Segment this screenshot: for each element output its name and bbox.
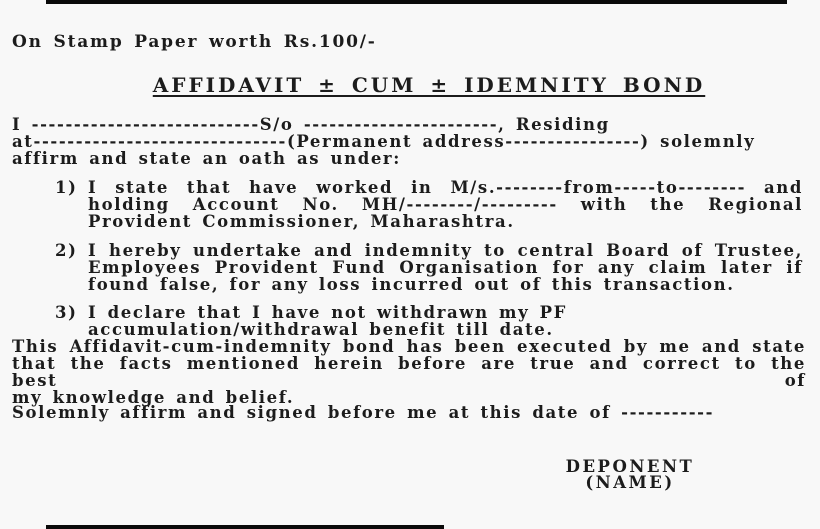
document-title: AFFIDAVIT ± CUM ± IDEMNITY BOND <box>152 73 706 97</box>
clause-item-2 <box>55 242 803 293</box>
clause-line: found false, for any loss incurred out of this transaction. <box>88 275 735 294</box>
execution-line: my knowledge and belief. <box>12 388 295 407</box>
attestation-line: Solemnly affirm and signed before me at this date of ----------- <box>12 403 715 422</box>
intro-line: I ---------------------------S/o -----------------------, Residing <box>12 115 610 134</box>
clause-text <box>88 304 803 338</box>
clause-line: accumulation/withdrawal benefit till date. <box>88 320 554 339</box>
deponent-label: DEPONENT <box>565 457 695 476</box>
signature-block <box>540 459 720 491</box>
clause-line: Provident Commissioner, Maharashtra. <box>88 212 515 231</box>
intro-line: affirm and state an oath as under: <box>12 149 401 168</box>
intro-paragraph <box>12 116 806 167</box>
clause-line: holding Account No. MH/--------/--------- with the Regional <box>88 195 803 214</box>
execution-paragraph <box>12 338 806 406</box>
clause-number: 3) <box>55 303 78 322</box>
deponent-name-label: (NAME) <box>585 473 675 492</box>
clause-number: 2) <box>55 241 78 260</box>
clause-text <box>88 179 803 230</box>
intro-line: at------------------------------(Permanent address----------------) solemnly <box>12 132 756 151</box>
execution-line: This Affidavit-cum-indemnity bond has been executed by me and state <box>12 337 806 356</box>
clause-item-1 <box>55 179 803 230</box>
clause-line: I state that have worked in M/s.--------from-----to-------- and <box>88 178 803 197</box>
execution-line: that the facts mentioned herein before are true and correct to the best of <box>12 354 806 390</box>
scan-border-bottom <box>46 525 444 529</box>
clause-item-3 <box>55 304 803 338</box>
stamp-paper-note: On Stamp Paper worth Rs.100/- <box>12 32 377 52</box>
clause-line: I hereby undertake and indemnity to central Board of Trustee, <box>88 241 803 260</box>
clause-text <box>88 242 803 293</box>
clause-line: I declare that I have not withdrawn my PF <box>88 303 567 322</box>
clause-line: Employees Provident Fund Organisation for any claim later if <box>88 258 803 277</box>
clause-number: 1) <box>55 178 78 197</box>
scan-border-top <box>46 0 787 4</box>
